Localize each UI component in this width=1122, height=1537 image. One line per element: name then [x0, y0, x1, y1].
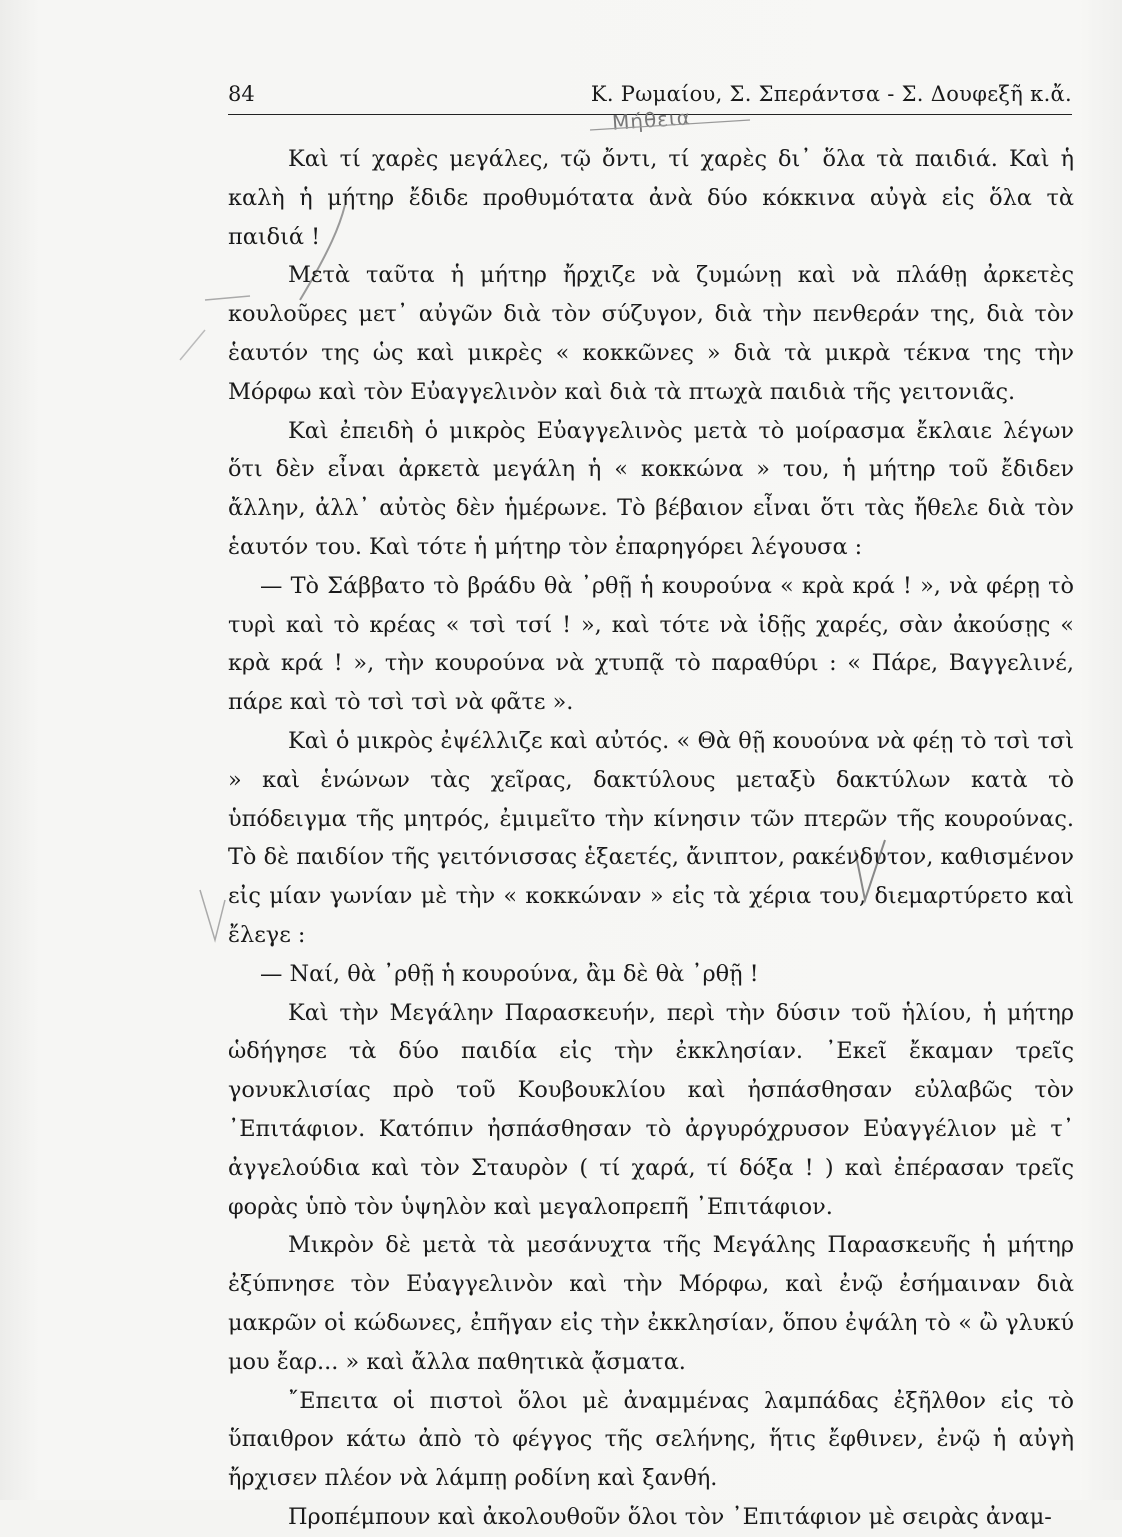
paragraph: Καὶ τί χαρὲς μεγάλες, τῷ ὄντι, τί χαρὲς δι᾽ ὅλα τὰ παιδιά. Καὶ ἡ καλὴ ἡ μήτηρ ἔδιδε προθυμότατα ἀνὰ δύο κόκκινα αὐγὰ εἰς ὅλα τὰ παιδιά !: [228, 146, 1074, 250]
paragraph: Μικρὸν δὲ μετὰ τὰ μεσάνυχτα τῆς Μεγάλης Παρασκευῆς ἡ μήτηρ ἐξύπνησε τὸν Εὐαγγελινὸν καὶ τὴν Μόρφω, καὶ ἐνῷ ἐσήμαιναν διὰ μακρῶν οἱ κώδωνες, ἐπῆγαν εἰς τὴν ἐκκλησίαν, ὅπου ἐψάλη τὸ « ὢ γλυκύ μου ἔαρ... » καὶ ἄλλα παθητικὰ ᾄσματα.: [228, 1232, 1074, 1375]
paragraph: Καὶ ἐπειδὴ ὁ μικρὸς Εὐαγγελινὸς μετὰ τὸ μοίρασμα ἔκλαιε λέγων ὅτι δὲν εἶναι ἀρκετὰ μεγάλη ἡ « κοκκώνα » του, ἡ μήτηρ τοῦ ἔδιδεν ἄλλην, ἀλλ᾽ αὐτὸς δὲν ἡμέρωνε. Τὸ βέβαιον εἶναι ὅτι τὰς ἤθελε διὰ τὸν ἑαυτόν του. Καὶ τότε ἡ μήτηρ τὸν ἐπαρηγόρει λέγουσα :: [228, 417, 1074, 560]
paragraph: Καὶ τὴν Μεγάλην Παρασκευήν, περὶ τὴν δύσιν τοῦ ἡλίου, ἡ μήτηρ ὡδήγησε τὰ δύο παιδία εἰς τὴν ἐκκλησίαν. ᾽Εκεῖ ἔκαμαν τρεῖς γονυκλισίας πρὸ τοῦ Κουβουκλίου καὶ ἠσπάσθησαν εὐλαβῶς τὸν ᾽Επιτάφιον. Κατόπιν ἠσπάσθησαν τὸ ἀργυρόχρυσον Εὐαγγέλιον μὲ τ᾽ ἀγγελούδια καὶ τὸν Σταυρὸν ( τί χαρά, τί δόξα ! ) καὶ ἐπέρασαν τρεῖς φορὰς ὑπὸ τὸν ὑψηλὸν καὶ μεγαλοπρεπῆ ᾽Επιτάφιον.: [228, 999, 1074, 1220]
paragraph: Μετὰ ταῦτα ἡ μήτηρ ἤρχιζε νὰ ζυμώνῃ καὶ νὰ πλάθῃ ἀρκετὲς κουλοῦρες μετ᾽ αὐγῶν διὰ τὸν σύζυγον, διὰ τὴν πενθεράν της, διὰ τὸν ἑαυτόν της ὡς καὶ μικρὲς « κοκκῶνες » διὰ τὰ μικρὰ τέκνα της τὴν Μόρφω καὶ τὸν Εὐαγγελινὸν καὶ διὰ τὰ πτωχὰ παιδιὰ τῆς γειτονιᾶς.: [228, 262, 1074, 405]
paragraph-dialogue: — Ναί, θὰ ᾽ρθῇ ἡ κουρούνα, ἂμ δὲ θὰ ᾽ρθῇ !: [260, 960, 759, 987]
handwritten-note: Μήθεια: [611, 105, 692, 135]
page-number: 84: [228, 82, 255, 106]
paragraph: Καὶ ὁ μικρὸς ἐψέλλιζε καὶ αὐτός. « Θὰ θῇ κουούνα νὰ φέῃ τὸ τσὶ τσὶ » καὶ ἑνώνων τὰς χεῖρας, δακτύλους μεταξὺ δακτύλων κατὰ τὸ ὑπόδειγμα τῆς μητρός, ἐμιμεῖτο τὴν κίνησιν τῶν πτερῶν τῆς κουρούνας. Τὸ δὲ παιδίον τῆς γειτόνισσας ἑξαετές, ἄνιπτον, ρακένδυτον, καθισμένον εἰς μίαν γωνίαν μὲ τὴν « κοκκώναν » εἰς τὰ χέρια του, διεμαρτύρετο καὶ ἔλεγε :: [228, 727, 1074, 948]
running-title: Κ. Ρωμαίου, Σ. Σπεράντσα - Σ. Δουφεξῆ κ.ἄ.: [590, 82, 1072, 106]
page-body: [228, 140, 1074, 1537]
paragraph: Προπέμπουν καὶ ἀκολουθοῦν ὅλοι τὸν ᾽Επιτάφιον μὲ σειρὰς ἀναμ-: [288, 1503, 1052, 1530]
paragraph: ῎Επειτα οἱ πιστοὶ ὅλοι μὲ ἀναμμένας λαμπάδας ἐξῆλθον εἰς τὸ ὕπαιθρον κάτω ἀπὸ τὸ φέγγος τῆς σελήνης, ἥτις ἔφθινεν, ἐνῷ ἡ αὐγὴ ἤρχισεν πλέον νὰ λάμπῃ ροδίνη καὶ ξανθή.: [228, 1387, 1074, 1492]
paragraph-dialogue: — Τὸ Σάββατο τὸ βράδυ θὰ ᾽ρθῇ ἡ κουρούνα « κρὰ κρά ! », νὰ φέρῃ τὸ τυρὶ καὶ τὸ κρέας « τσὶ τσί ! », καὶ τότε νὰ ἰδῇς χαρές, σὰν ἀκούσῃς « κρὰ κρά ! », τὴν κουρούνα νὰ χτυπᾷ τὸ παραθύρι : « Πάρε, Βαγγελινέ, πάρε καὶ τὸ τσὶ τσὶ νὰ φᾶτε ».: [228, 572, 1074, 716]
